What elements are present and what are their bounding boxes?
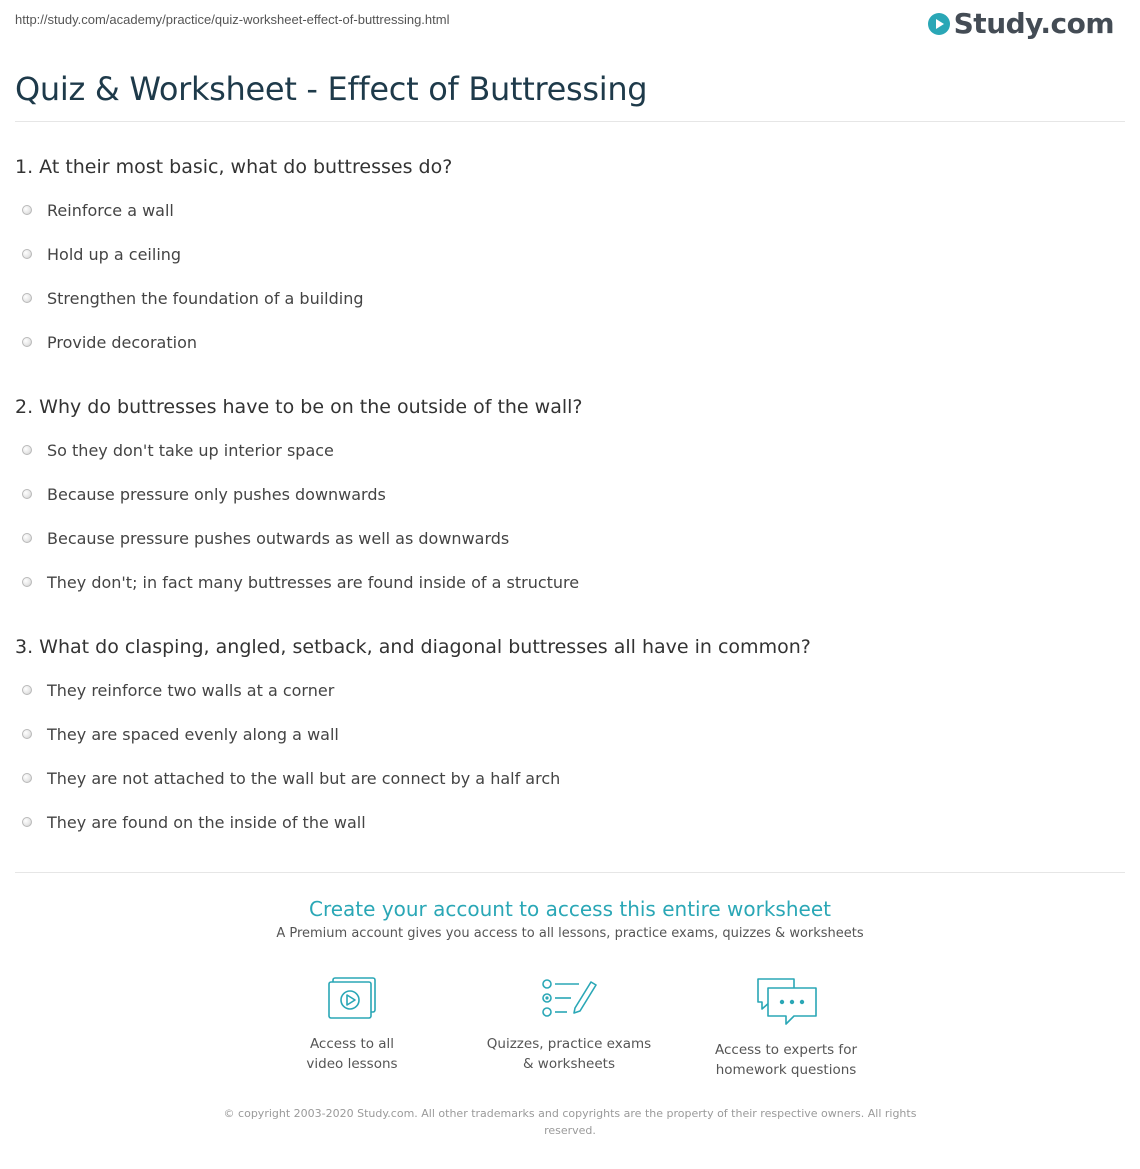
radio-button[interactable] (22, 773, 32, 783)
answer-option[interactable] (22, 440, 334, 460)
radio-button[interactable] (22, 685, 32, 695)
answer-option[interactable] (22, 768, 560, 788)
copyright-line: reserved. (544, 1124, 596, 1137)
feature-label-line: video lessons (306, 1056, 398, 1072)
answer-option[interactable] (22, 528, 509, 548)
answer-label: Because pressure only pushes downwards (47, 484, 386, 504)
logo-text: Study.com (953, 7, 1114, 40)
title-divider (15, 121, 1125, 122)
radio-button[interactable] (22, 533, 32, 543)
study-logo[interactable] (927, 7, 1114, 40)
answer-label: So they don't take up interior space (47, 440, 334, 460)
answer-label: They reinforce two walls at a corner (47, 680, 335, 700)
copyright-notice (210, 1105, 930, 1139)
answer-label: Provide decoration (47, 332, 197, 352)
page-url: http://study.com/academy/practice/quiz-worksheet-effect-of-buttressing.html (15, 12, 450, 27)
radio-button[interactable] (22, 249, 32, 259)
answer-option[interactable] (22, 812, 366, 832)
feature-label-line: Quizzes, practice exams (486, 1036, 652, 1052)
top-bar (0, 0, 1140, 50)
radio-button[interactable] (22, 293, 32, 303)
answer-option[interactable] (22, 200, 174, 220)
radio-button[interactable] (22, 817, 32, 827)
answer-label: They are found on the inside of the wall (47, 812, 366, 832)
chat-bubbles-icon (754, 976, 818, 1028)
section-divider (15, 872, 1125, 873)
answer-option[interactable] (22, 680, 334, 700)
answer-label: Strengthen the foundation of a building (47, 288, 364, 308)
radio-button[interactable] (22, 337, 32, 347)
feature-label-line: homework questions (715, 1062, 857, 1078)
question-3: 3. What do clasping, angled, setback, and diagonal buttresses all have in common? (15, 636, 811, 658)
answer-option[interactable] (22, 572, 579, 592)
radio-button[interactable] (22, 445, 32, 455)
radio-button[interactable] (22, 489, 32, 499)
quiz-checklist-icon (541, 976, 597, 1022)
feature-experts (686, 976, 886, 1080)
answer-label: They are not attached to the wall but are connect by a half arch (47, 768, 561, 788)
copyright-line: © copyright 2003-2020 Study.com. All other trademarks and copyrights are the property of their respective owners. All rights (223, 1107, 917, 1120)
answer-option[interactable] (22, 288, 364, 308)
radio-button[interactable] (22, 729, 32, 739)
premium-description: A Premium account gives you access to all lessons, practice exams, quizzes & worksheets (276, 926, 864, 941)
page-title: Quiz & Worksheet - Effect of Buttressing (15, 70, 648, 108)
answer-label: They don't; in fact many buttresses are found inside of a structure (47, 572, 580, 592)
feature-video-lessons (252, 976, 452, 1074)
answer-option[interactable] (22, 484, 386, 504)
question-2: 2. Why do buttresses have to be on the outside of the wall? (15, 396, 583, 418)
answer-label: They are spaced evenly along a wall (47, 724, 339, 744)
feature-label-line: & worksheets (522, 1056, 615, 1072)
answer-label: Reinforce a wall (47, 200, 174, 220)
answer-option[interactable] (22, 332, 197, 352)
video-lessons-icon (327, 976, 377, 1022)
answer-label: Because pressure pushes outwards as well as downwards (47, 528, 510, 548)
create-account-link[interactable]: Create your account to access this entire worksheet (309, 897, 831, 921)
answer-label: Hold up a ceiling (47, 244, 182, 264)
radio-button[interactable] (22, 577, 32, 587)
feature-label-line: Access to experts for (714, 1042, 857, 1058)
question-1: 1. At their most basic, what do buttresses do? (15, 156, 453, 178)
feature-label-line: Access to all (309, 1036, 395, 1052)
radio-button[interactable] (22, 205, 32, 215)
play-circle-icon (927, 12, 951, 36)
answer-option[interactable] (22, 244, 181, 264)
feature-quizzes (469, 976, 669, 1074)
answer-option[interactable] (22, 724, 339, 744)
